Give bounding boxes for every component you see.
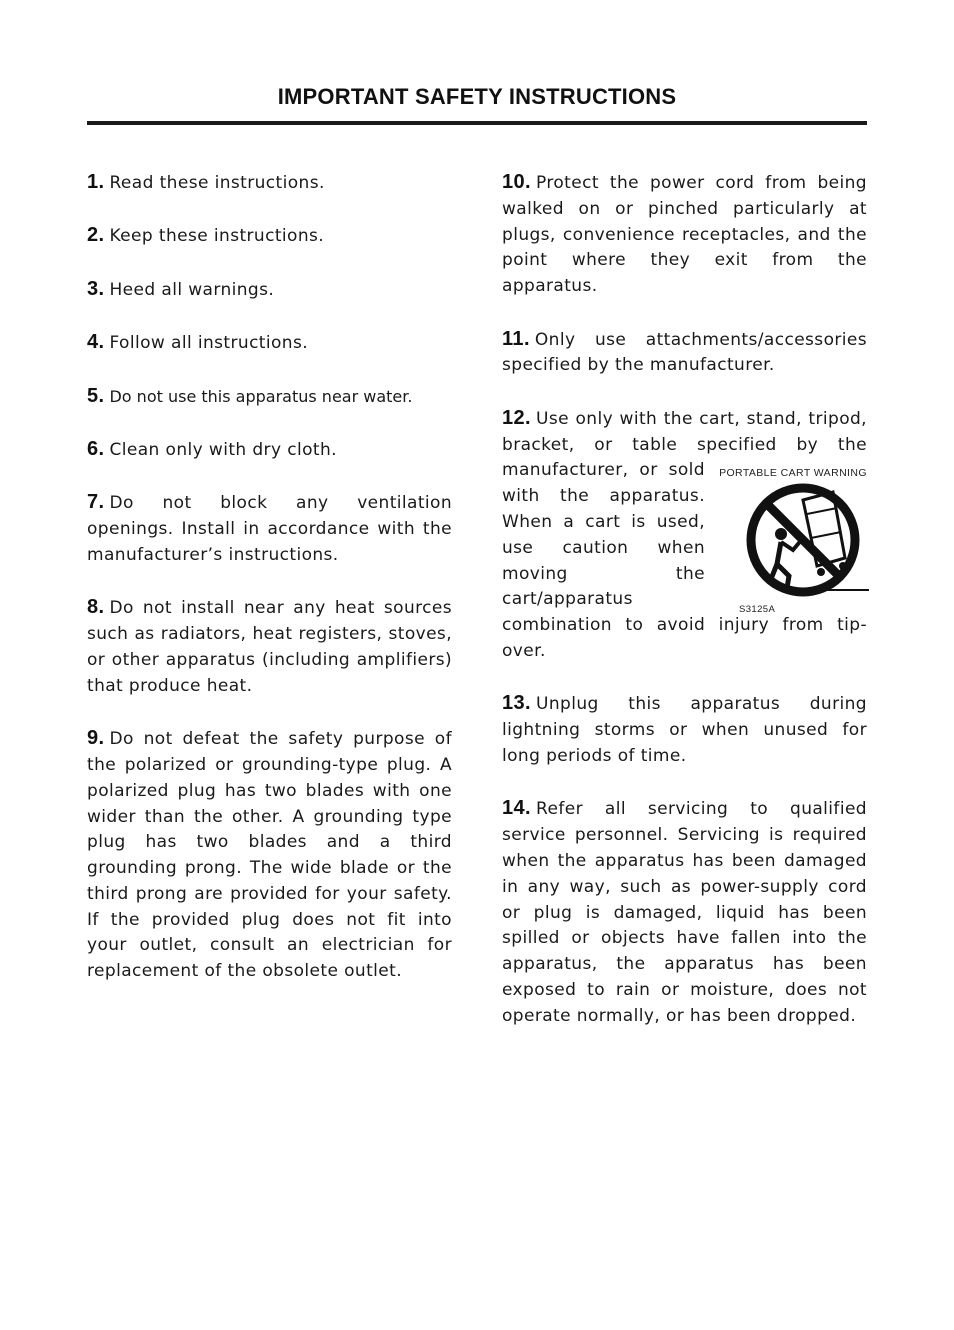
item-number: 7. xyxy=(87,491,105,514)
item-number: 3. xyxy=(87,277,105,300)
item-text-continued: manufacturer, or sold with the apparatus. When a cart is used, use caution when moving the cart/apparatus combination to avoid injury from tip-over. xyxy=(502,460,867,661)
item-text: Keep these instructions. xyxy=(109,226,325,247)
item-text: Protect the power cord from being walked on or pinched particularly at plugs, convenience receptacles, and the point where they exit from the apparatus. xyxy=(502,173,867,297)
item-number: 11. xyxy=(502,327,530,350)
item-number: 1. xyxy=(87,171,105,193)
item-text: Do not block any ventilation openings. Install in accordance with the manufacturer’s instructions. xyxy=(87,493,452,565)
tip-over-cart-icon xyxy=(741,480,869,598)
item-text: Heed all warnings. xyxy=(109,279,275,300)
left-column xyxy=(87,170,452,1012)
item-text: Refer all servicing to qualified service personnel. Servicing is required when the apparatus has been damaged in any way, such as power-supply cord or plug is damaged, liquid has been spilled or objects have fallen into the apparatus, the apparatus has been exposed to rain or moisture, does not operate normally, or has been dropped. xyxy=(502,799,867,1026)
instruction-item-13 xyxy=(502,691,867,769)
item-text: Read these instructions. xyxy=(109,173,325,193)
right-column xyxy=(502,170,867,1056)
instruction-item-10 xyxy=(502,170,867,300)
instruction-item-5 xyxy=(87,384,452,411)
item-number: 8. xyxy=(87,596,105,619)
page-title: IMPORTANT SAFETY INSTRUCTIONS xyxy=(277,84,677,109)
item-number: 5. xyxy=(87,384,105,407)
item-text: Only use attachments/accessories specified by the manufacturer. xyxy=(502,329,867,376)
item-number: 13. xyxy=(502,692,532,715)
instruction-item-7 xyxy=(87,490,452,568)
item-number: 6. xyxy=(87,437,105,460)
item-number: 10. xyxy=(502,171,532,193)
item-number: 9. xyxy=(87,727,105,750)
item-text: Use only with the cart, stand, tripod, bracket, or table specified by the xyxy=(502,408,867,455)
instruction-item-9 xyxy=(87,726,452,985)
item-number: 2. xyxy=(87,224,105,247)
instruction-item-3 xyxy=(87,277,452,304)
item-text: Clean only with dry cloth. xyxy=(109,439,337,460)
instruction-item-11 xyxy=(502,327,867,380)
instruction-item-8 xyxy=(87,595,452,699)
instruction-item-6 xyxy=(87,437,452,464)
item-text: Unplug this apparatus during lightning storms or when unused for long periods of time. xyxy=(502,694,867,766)
item-number: 14. xyxy=(502,797,532,820)
instruction-item-1 xyxy=(87,170,452,197)
cart-warning-code: S3125A xyxy=(739,604,776,616)
title-divider xyxy=(87,121,867,125)
item-text: Do not install near any heat sources such as radiators, heat registers, stoves, or other apparatus (including amplifiers) that produce heat. xyxy=(87,598,452,696)
item-text: Do not use this apparatus near water. xyxy=(109,386,413,406)
item-number: 4. xyxy=(87,331,105,354)
instruction-item-4 xyxy=(87,330,452,357)
instruction-item-2 xyxy=(87,223,452,250)
instruction-item-12 xyxy=(502,406,867,665)
item-text: Follow all instructions. xyxy=(109,333,309,354)
cart-warning-figure xyxy=(719,460,867,616)
item-text: Do not defeat the safety purpose of the polarized or grounding-type plug. A polarized plug has two blades with one wider than the other. A grounding type plug has two blades and a third grounding prong. The wide blade or the third prong are provided for your safety. If the provided plug does not fit into your outlet, consult an electrician for replacement of the obsolete outlet. xyxy=(87,729,452,982)
cart-warning-title: PORTABLE CART WARNING xyxy=(719,467,867,480)
instruction-item-14 xyxy=(502,796,867,1029)
item-number: 12. xyxy=(502,406,532,429)
